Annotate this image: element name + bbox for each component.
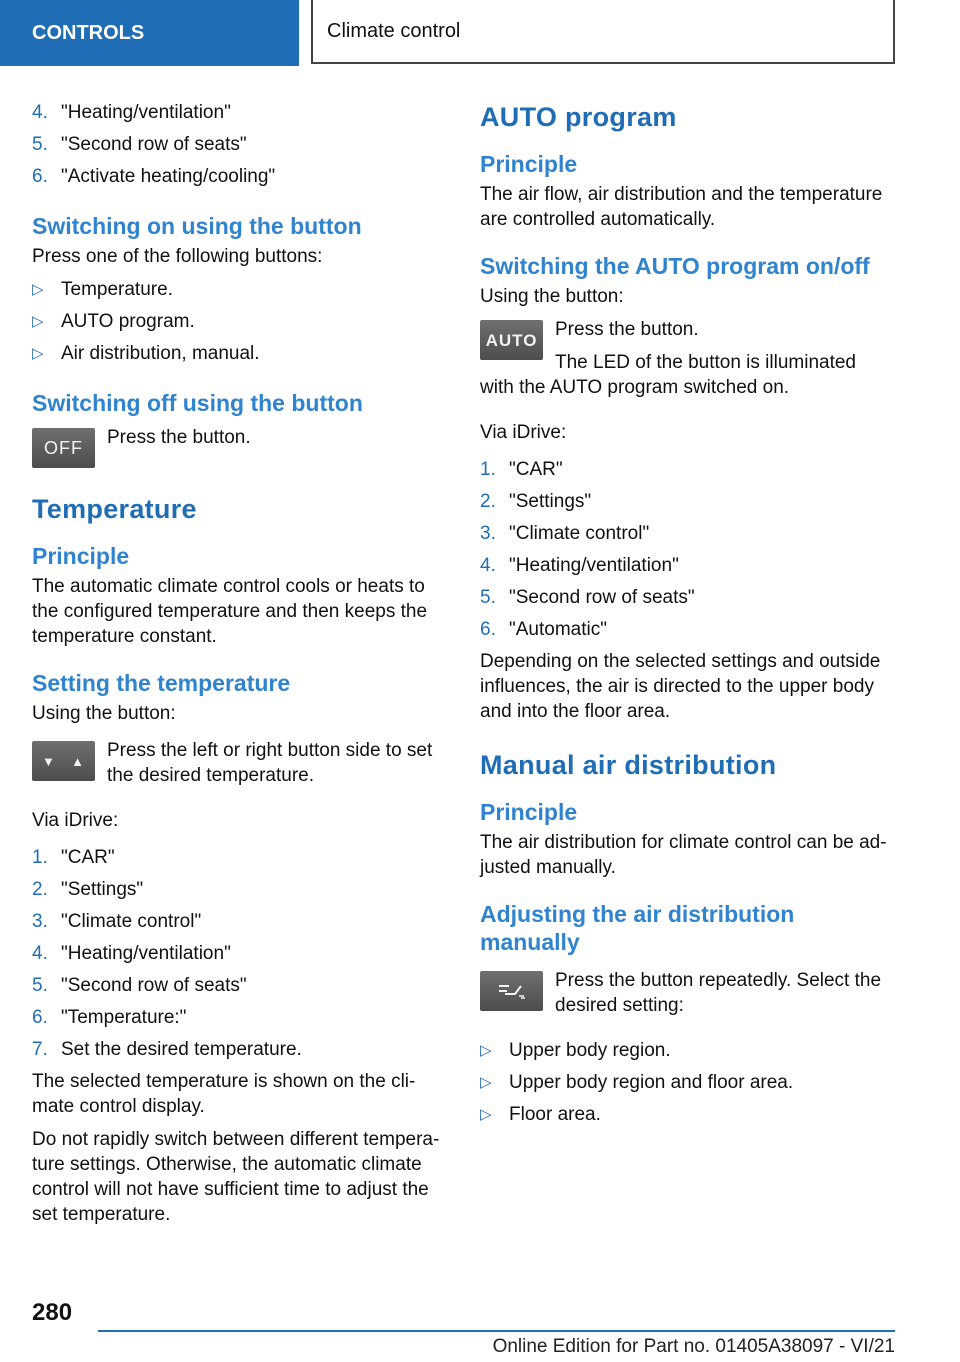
chapter-title-box <box>311 0 895 64</box>
list-item <box>32 877 446 902</box>
bullet-text: Floor area. <box>509 1104 601 1125</box>
step-number: 3. <box>480 523 496 544</box>
switching-off-heading: Switching off using the button <box>32 390 363 416</box>
auto-steps-list <box>480 457 894 642</box>
auto-led-text: The LED of the button is illuminated <box>555 352 857 373</box>
right-column <box>480 100 894 1134</box>
manual-principle-heading: Principle <box>480 799 578 825</box>
step-text: "Settings" <box>509 491 592 512</box>
step-text: "CAR" <box>61 847 115 868</box>
list-item <box>32 941 446 966</box>
temperature-shown-text: The selected temperature is shown on the cli-mate control display. <box>32 1071 416 1117</box>
step-text: "Settings" <box>61 879 144 900</box>
auto-button-image: AUTO <box>480 320 543 360</box>
air-button-text: Press the button repeatedly. Select the desired setting: <box>555 970 882 1016</box>
auto-using-button-text: Using the button: <box>480 286 624 307</box>
step-number: 5. <box>32 134 48 155</box>
off-button-row <box>32 425 446 468</box>
manual-air-heading: Manual air distribution <box>480 750 777 780</box>
step-number: 1. <box>480 459 496 480</box>
step-number: 1. <box>32 847 48 868</box>
list-item <box>480 1070 894 1095</box>
triangle-right-icon: ▷ <box>480 1074 492 1091</box>
step-text: "Climate control" <box>61 911 202 932</box>
arrow-down-icon: ▼ <box>42 753 56 769</box>
step-number: 7. <box>32 1039 48 1060</box>
list-item <box>480 1102 894 1127</box>
temperature-button-row <box>32 738 446 788</box>
auto-via-idrive: Via iDrive: <box>480 422 567 443</box>
list-item <box>32 309 446 334</box>
temperature-principle-text: The automatic climate control cools or heats to the configured temperature and then keeps the temperature constant. <box>32 576 428 647</box>
temperature-heading: Temperature <box>32 494 197 524</box>
left-column <box>32 100 446 1227</box>
step-number: 6. <box>32 1007 48 1028</box>
step-number: 6. <box>32 166 48 187</box>
continued-steps-list <box>32 100 446 189</box>
using-button-text: Using the button: <box>32 703 176 724</box>
air-distribution-icon <box>480 971 543 1011</box>
step-text: "CAR" <box>509 459 563 480</box>
auto-program-heading: AUTO program <box>480 102 677 132</box>
triangle-right-icon: ▷ <box>32 313 44 330</box>
step-number: 5. <box>480 587 496 608</box>
list-item <box>480 521 894 546</box>
list-item <box>480 1038 894 1063</box>
list-item <box>32 100 446 125</box>
bullet-text: Upper body region. <box>509 1040 671 1061</box>
triangle-right-icon: ▷ <box>32 345 44 362</box>
list-item <box>480 553 894 578</box>
list-item <box>32 909 446 934</box>
via-idrive-label: Via iDrive: <box>32 810 119 831</box>
list-item <box>480 617 894 642</box>
footer-divider <box>98 1330 895 1332</box>
auto-switch-heading: Switching the AUTO program on/off <box>480 253 870 279</box>
footer-edition: Online Edition for Part no. 01405A38097 - VI/21 <box>492 1336 895 1357</box>
triangle-right-icon: ▷ <box>480 1042 492 1059</box>
step-text: "Temperature:" <box>61 1007 187 1028</box>
list-item <box>480 585 894 610</box>
step-number: 4. <box>32 943 48 964</box>
list-item <box>480 457 894 482</box>
step-number: 6. <box>480 619 496 640</box>
temperature-arrows-icon <box>32 741 95 781</box>
step-text: "Second row of seats" <box>61 134 247 155</box>
page-number: 280 <box>32 1299 73 1326</box>
air-distribution-glyph <box>495 980 529 1002</box>
step-text: Set the desired temperature. <box>61 1039 302 1060</box>
step-text: "Second row of seats" <box>509 587 695 608</box>
bullet-text: AUTO program. <box>61 311 195 332</box>
list-item <box>480 489 894 514</box>
setting-temperature-heading: Setting the temperature <box>32 670 291 696</box>
step-number: 4. <box>480 555 496 576</box>
air-button-row <box>480 968 894 1018</box>
arrow-up-icon: ▲ <box>71 753 85 769</box>
step-number: 3. <box>32 911 48 932</box>
step-number: 2. <box>32 879 48 900</box>
auto-press-text: Press the button. <box>555 319 699 340</box>
step-text: "Automatic" <box>509 619 607 640</box>
triangle-right-icon: ▷ <box>480 1106 492 1123</box>
step-text: "Heating/ventilation" <box>509 555 679 576</box>
auto-depending-text: Depending on the selected settings and outside influences, the air is directed to the upper body and into the floor area. <box>480 651 881 722</box>
auto-principle-text: The air flow, air distribution and the temperature are controlled automatically. <box>480 184 883 230</box>
manual-principle-text: The air distribution for climate control can be ad-justed manually. <box>480 832 887 878</box>
step-text: "Heating/ventilation" <box>61 102 231 123</box>
list-item <box>32 341 446 366</box>
temperature-button-text: Press the left or right button side to set the desired temperature. <box>107 740 433 786</box>
temperature-steps-list <box>32 845 446 1062</box>
triangle-right-icon: ▷ <box>32 281 44 298</box>
temperature-principle-heading: Principle <box>32 543 130 569</box>
list-item <box>32 277 446 302</box>
switching-on-text: Press one of the following buttons: <box>32 246 323 267</box>
temperature-warning-text: Do not rapidly switch between different tempera-ture settings. Otherwise, the automatic climate control will not have sufficient time to adjust the set temperature. <box>32 1129 440 1225</box>
off-button-text: Press the button. <box>107 427 251 448</box>
auto-led-text-continued: with the AUTO program switched on. <box>480 377 790 398</box>
air-distribution-bullets <box>480 1038 894 1127</box>
step-number: 5. <box>32 975 48 996</box>
list-item <box>32 1037 446 1062</box>
bullet-text: Upper body region and floor area. <box>509 1072 794 1093</box>
section-label: CONTROLS <box>32 21 145 44</box>
chapter-title: Climate control <box>327 19 461 42</box>
auto-button-row <box>480 317 894 375</box>
off-button-image: OFF <box>32 428 95 468</box>
step-text: "Heating/ventilation" <box>61 943 231 964</box>
auto-principle-heading: Principle <box>480 151 578 177</box>
step-text: "Activate heating/cooling" <box>61 166 276 187</box>
bullet-text: Air distribution, manual. <box>61 343 260 364</box>
section-tab <box>0 0 299 66</box>
list-item <box>32 1005 446 1030</box>
bullet-text: Temperature. <box>61 279 173 300</box>
list-item <box>32 164 446 189</box>
step-number: 2. <box>480 491 496 512</box>
list-item <box>32 845 446 870</box>
list-item <box>32 132 446 157</box>
step-text: "Climate control" <box>509 523 650 544</box>
step-number: 4. <box>32 102 48 123</box>
list-item <box>32 973 446 998</box>
step-text: "Second row of seats" <box>61 975 247 996</box>
manual-adjust-heading: Adjusting the air distribution manually <box>480 901 795 955</box>
switching-on-heading: Switching on using the button <box>32 213 362 239</box>
switch-on-bullets <box>32 277 446 366</box>
